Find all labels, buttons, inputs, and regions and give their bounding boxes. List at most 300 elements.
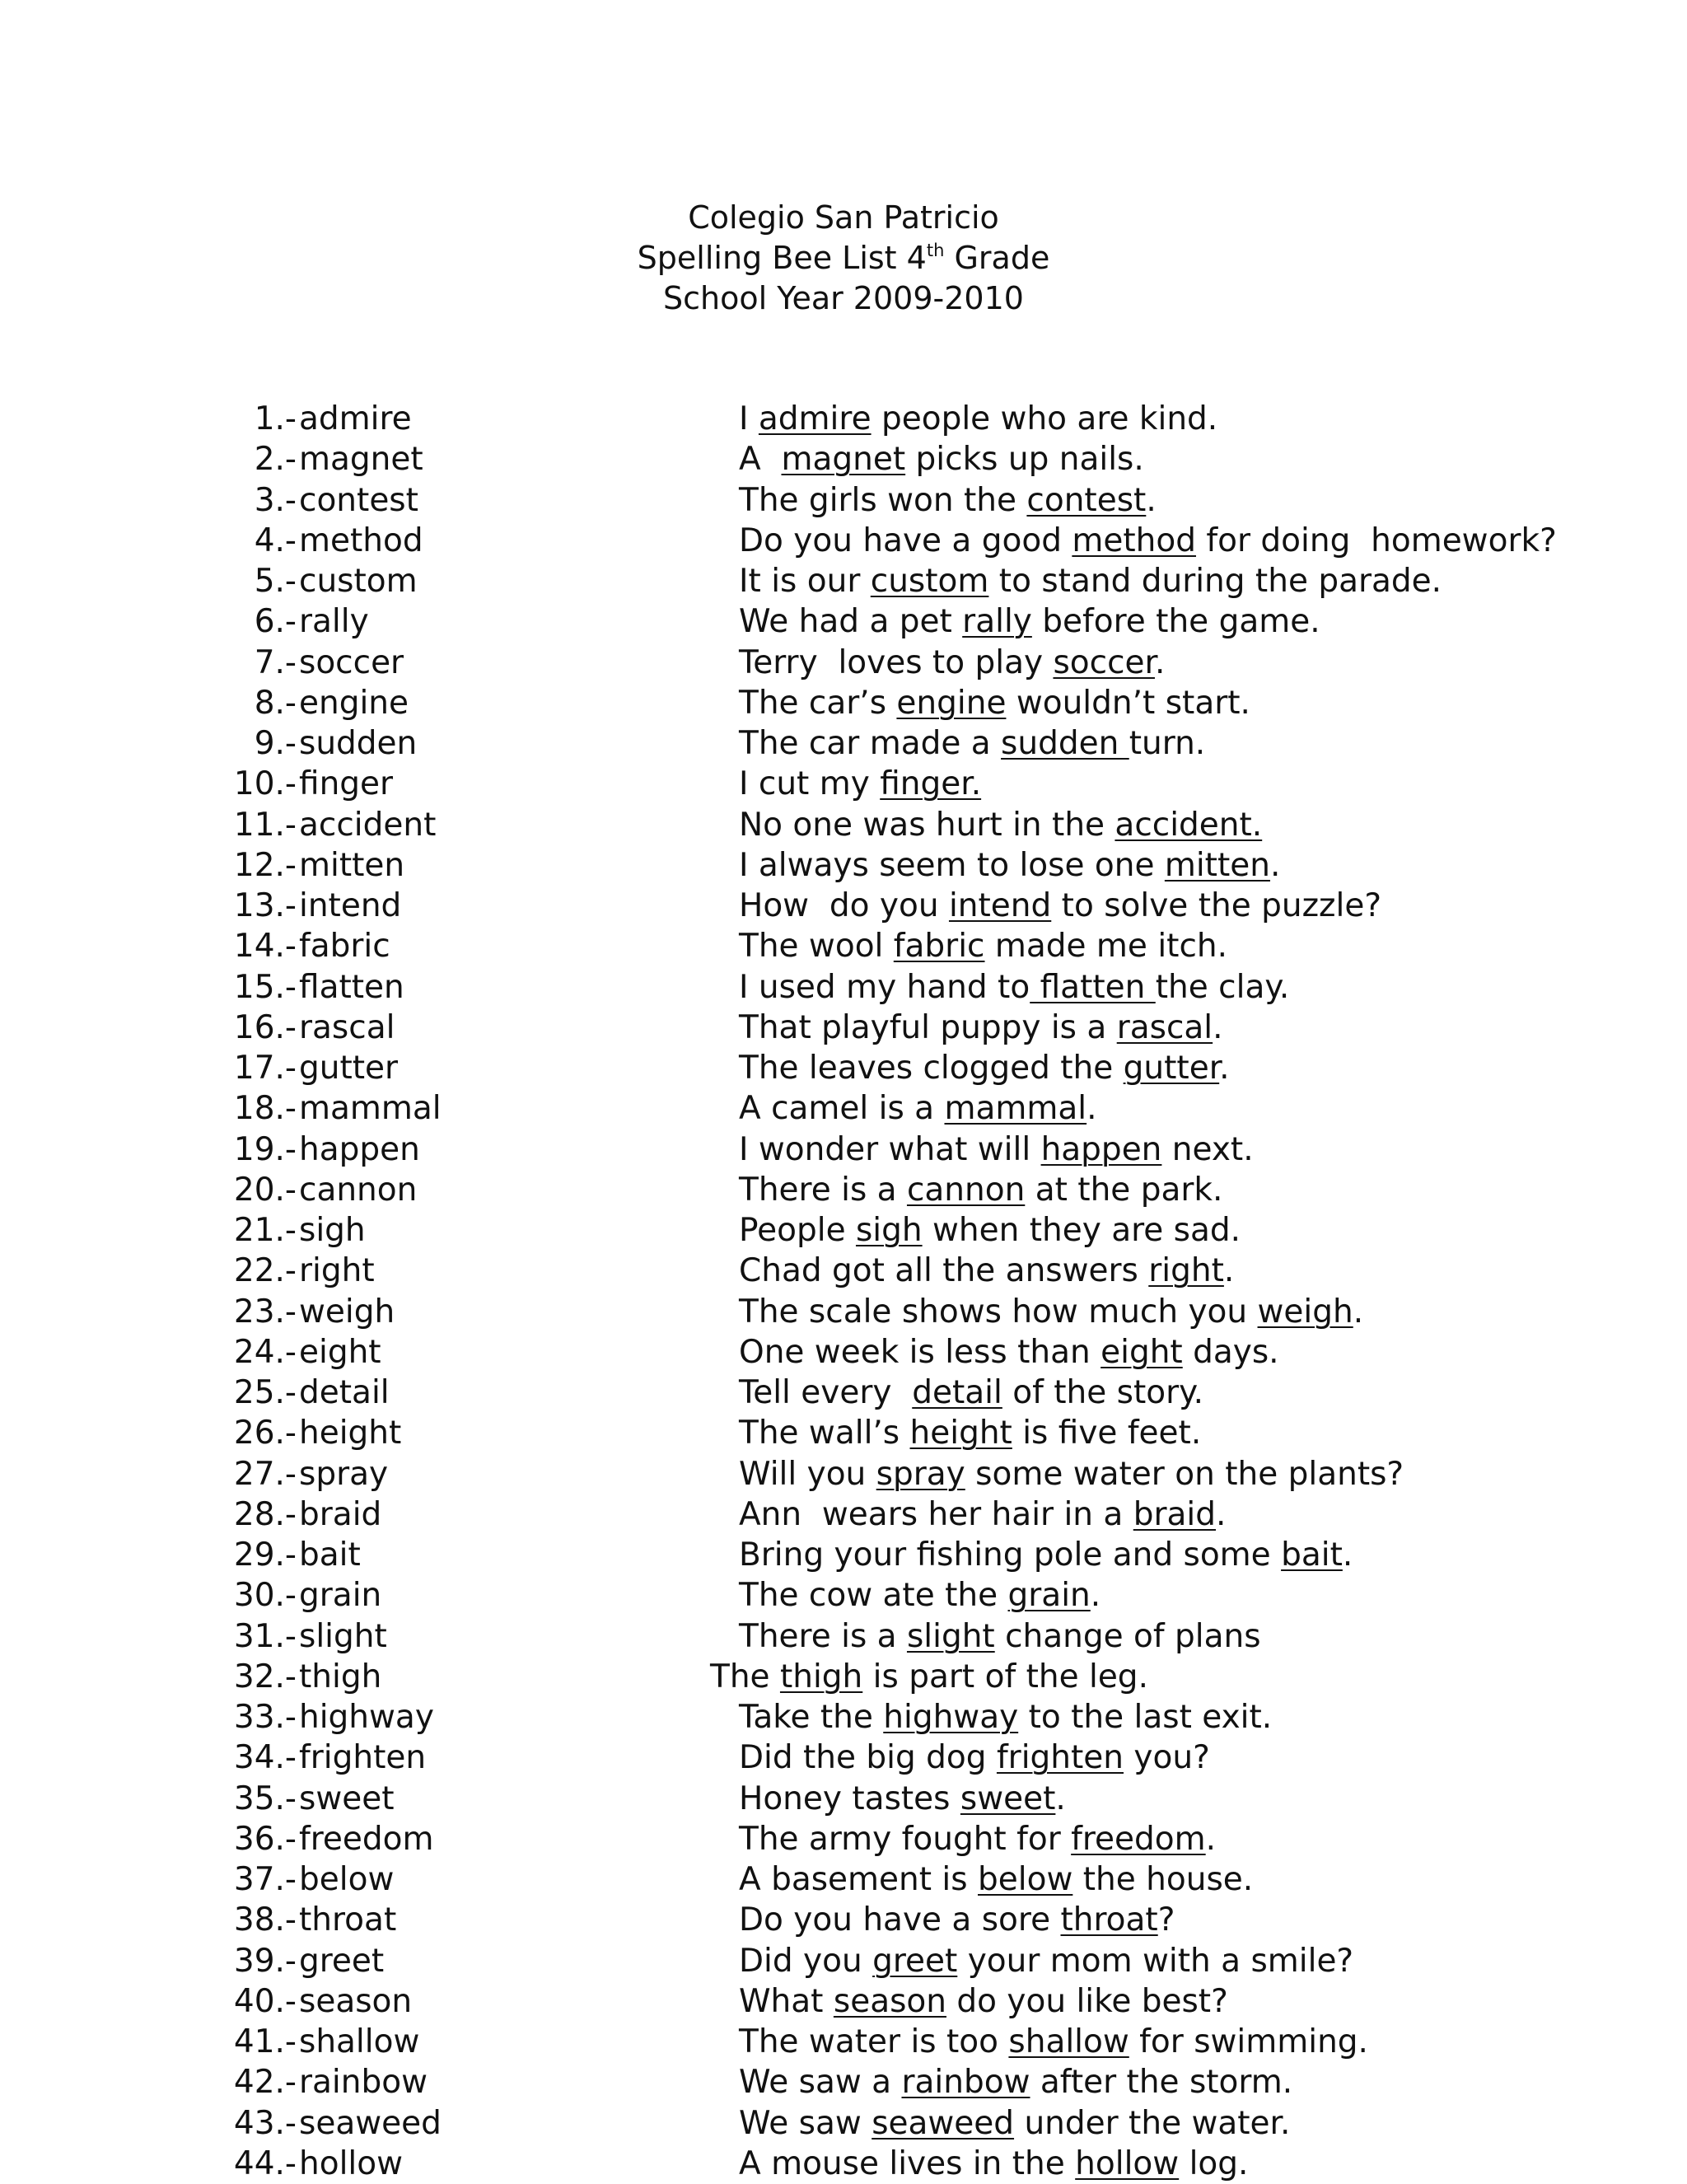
item-number: 44.- <box>233 2144 297 2182</box>
item-number: 7.- <box>254 643 297 681</box>
sentence-after: the house. <box>1072 1861 1254 1898</box>
list-item <box>0 1819 1687 1859</box>
sentence-before: I <box>739 400 759 437</box>
sentence-before: The cow ate the <box>739 1577 1008 1615</box>
item-number: 13.- <box>233 887 297 924</box>
example-sentence <box>739 1819 1216 1859</box>
sentence-after: of the story. <box>1002 1374 1204 1411</box>
underlined-word: admire <box>758 400 872 437</box>
spelling-word: throat <box>299 1901 397 1939</box>
sentence-after: . <box>1055 1779 1066 1817</box>
sentence-before: How do you <box>739 887 949 924</box>
sentence-after: made me itch. <box>984 928 1227 966</box>
item-number: 33.- <box>233 1699 297 1736</box>
list-item <box>0 764 1687 804</box>
list-item <box>0 1697 1687 1737</box>
list-title-grade: Grade <box>944 240 1050 276</box>
example-sentence <box>739 805 1262 845</box>
example-sentence <box>739 1494 1226 1535</box>
example-sentence <box>739 1008 1223 1048</box>
spelling-word: magnet <box>299 441 423 479</box>
sentence-after: . <box>1219 1050 1230 1087</box>
sentence-after: do you like best? <box>946 1982 1228 2020</box>
list-item <box>0 1900 1687 1940</box>
sentence-after: picks up nails. <box>905 441 1144 479</box>
example-sentence <box>739 1697 1272 1737</box>
spelling-word: slight <box>299 1617 387 1655</box>
list-item <box>0 1535 1687 1575</box>
underlined-word: weigh <box>1257 1293 1353 1331</box>
sentence-after: . <box>1223 1252 1235 1290</box>
example-sentence <box>739 1413 1201 1453</box>
item-number: 42.- <box>233 2064 297 2102</box>
spelling-word: soccer <box>299 643 404 681</box>
underlined-word: rainbow <box>901 2064 1030 2102</box>
underlined-word: sigh <box>855 1212 923 1249</box>
sentence-before: People <box>739 1212 856 1249</box>
item-number: 27.- <box>233 1455 297 1493</box>
sentence-after: turn. <box>1129 725 1206 762</box>
underlined-word: accident. <box>1115 806 1263 844</box>
item-number: 8.- <box>254 684 297 722</box>
spelling-word: detail <box>299 1374 390 1411</box>
example-sentence <box>739 521 1557 561</box>
example-sentence <box>739 2144 1248 2184</box>
spelling-word: frighten <box>299 1739 427 1777</box>
underlined-word: soccer <box>1053 643 1155 681</box>
item-number: 6.- <box>254 603 297 641</box>
sentence-before: A <box>739 441 782 479</box>
underlined-word: engine <box>896 684 1007 722</box>
example-sentence <box>739 926 1227 966</box>
list-item <box>0 967 1687 1008</box>
spelling-word: admire <box>299 400 412 437</box>
example-sentence <box>739 2103 1290 2144</box>
sentence-after: . <box>1090 1577 1101 1615</box>
list-item <box>0 1251 1687 1291</box>
item-number: 26.- <box>233 1415 297 1452</box>
list-item <box>0 1210 1687 1251</box>
list-item <box>0 439 1687 479</box>
underlined-word: spray <box>876 1455 965 1493</box>
sentence-before: Did the big dog <box>739 1739 997 1777</box>
list-item <box>0 601 1687 642</box>
sentence-after: after the storm. <box>1030 2064 1293 2102</box>
underlined-word: grain <box>1007 1577 1091 1615</box>
sentence-after: wouldn’t start. <box>1006 684 1250 722</box>
school-year: School Year 2009-2010 <box>663 280 1024 316</box>
sentence-before: No one was hurt in the <box>739 806 1115 844</box>
sentence-after: some water on the plants? <box>965 1455 1404 1493</box>
item-number: 40.- <box>233 1982 297 2020</box>
spelling-word-list <box>0 399 1687 2184</box>
sentence-after: . <box>1154 643 1166 681</box>
underlined-word: right <box>1148 1252 1224 1290</box>
spelling-word: grain <box>299 1577 382 1615</box>
item-number: 34.- <box>233 1739 297 1777</box>
example-sentence <box>739 845 1280 886</box>
sentence-before: The car made a <box>739 725 1002 762</box>
sentence-before: One week is less than <box>739 1333 1101 1371</box>
sentence-before: Take the <box>739 1699 884 1736</box>
spelling-word: sigh <box>299 1212 366 1249</box>
item-number: 5.- <box>254 563 297 600</box>
sentence-before: We saw a <box>739 2064 902 2102</box>
sentence-before: There is a <box>739 1617 907 1655</box>
item-number: 19.- <box>233 1130 297 1168</box>
sentence-after: change of plans <box>994 1617 1261 1655</box>
example-sentence <box>739 1535 1353 1575</box>
spelling-word: gutter <box>299 1050 399 1087</box>
spelling-word: shallow <box>299 2023 420 2060</box>
spelling-word: thigh <box>299 1658 382 1695</box>
underlined-word: cannon <box>906 1171 1026 1209</box>
spelling-word: custom <box>299 563 418 600</box>
sentence-before: A basement is <box>739 1861 978 1898</box>
sentence-before: A mouse lives in the <box>739 2144 1076 2182</box>
list-item <box>0 2062 1687 2102</box>
item-number: 36.- <box>233 1820 297 1858</box>
item-number: 41.- <box>233 2023 297 2060</box>
sentence-before: The leaves clogged the <box>739 1050 1124 1087</box>
underlined-word: bait <box>1281 1536 1343 1574</box>
example-sentence <box>739 1616 1261 1657</box>
item-number: 4.- <box>254 521 297 559</box>
item-number: 31.- <box>233 1617 297 1655</box>
underlined-word: flatten <box>1030 968 1156 1006</box>
spelling-word: eight <box>299 1333 381 1371</box>
sentence-after: is five feet. <box>1012 1415 1202 1452</box>
item-number: 10.- <box>233 765 297 803</box>
item-number: 25.- <box>233 1374 297 1411</box>
sentence-after: for swimming. <box>1129 2023 1368 2060</box>
list-item <box>0 2103 1687 2144</box>
sentence-before: Honey tastes <box>739 1779 960 1817</box>
list-item <box>0 1657 1687 1697</box>
list-item <box>0 399 1687 439</box>
item-number: 14.- <box>233 928 297 966</box>
school-name: Colegio San Patricio <box>688 199 999 236</box>
item-number: 35.- <box>233 1779 297 1817</box>
sentence-before: Did you <box>739 1942 873 1980</box>
spelling-word: happen <box>299 1130 420 1168</box>
sentence-after: next. <box>1161 1130 1254 1168</box>
spelling-word: accident <box>299 806 437 844</box>
sentence-before: The wool <box>739 928 894 966</box>
sentence-after: . <box>1216 1495 1227 1533</box>
spelling-word: mitten <box>299 846 405 884</box>
list-item <box>0 521 1687 561</box>
sentence-before: Chad got all the answers <box>739 1252 1149 1290</box>
example-sentence <box>739 561 1442 601</box>
list-item <box>0 480 1687 521</box>
sentence-before: I always seem to lose one <box>739 846 1165 884</box>
underlined-word: shallow <box>1008 2023 1129 2060</box>
example-sentence <box>739 1129 1254 1170</box>
spelling-word: highway <box>299 1699 434 1736</box>
list-item <box>0 1373 1687 1413</box>
list-item <box>0 723 1687 764</box>
sentence-after: days. <box>1182 1333 1279 1371</box>
sentence-after: the clay. <box>1155 968 1290 1006</box>
item-number: 30.- <box>233 1577 297 1615</box>
list-item <box>0 643 1687 683</box>
document-header <box>0 198 1687 319</box>
sentence-after: . <box>1353 1293 1364 1331</box>
example-sentence <box>710 1657 1148 1697</box>
example-sentence <box>739 1575 1101 1616</box>
spelling-word: freedom <box>299 1820 434 1858</box>
item-number: 22.- <box>233 1252 297 1290</box>
sentence-after: . <box>1213 1008 1223 1046</box>
underlined-word: detail <box>912 1374 1002 1411</box>
example-sentence <box>739 1454 1404 1494</box>
example-sentence <box>739 480 1157 521</box>
item-number: 17.- <box>233 1050 297 1087</box>
list-item <box>0 683 1687 723</box>
spelling-word: rally <box>299 603 369 641</box>
underlined-word: sweet <box>960 1779 1056 1817</box>
example-sentence <box>739 1900 1175 1940</box>
list-item <box>0 561 1687 601</box>
list-item <box>0 1413 1687 1453</box>
sentence-before: Bring your fishing pole and some <box>739 1536 1282 1574</box>
spelling-word: method <box>299 521 423 559</box>
spelling-word: weigh <box>299 1293 395 1331</box>
sentence-before: We had a pet <box>739 603 963 641</box>
sentence-after: . <box>1269 846 1281 884</box>
item-number: 2.- <box>254 441 297 479</box>
spelling-word: fabric <box>299 928 390 966</box>
spelling-word: greet <box>299 1942 385 1980</box>
sentence-after: you? <box>1124 1739 1210 1777</box>
list-item <box>0 1859 1687 1900</box>
underlined-word: seaweed <box>872 2104 1015 2142</box>
list-item <box>0 1494 1687 1535</box>
list-item <box>0 1941 1687 1981</box>
list-item <box>0 1008 1687 1048</box>
example-sentence <box>739 1292 1363 1332</box>
list-item <box>0 1737 1687 1778</box>
underlined-word: season <box>833 1982 946 2020</box>
list-title-text: Spelling Bee List 4 <box>637 240 927 276</box>
example-sentence <box>739 764 981 804</box>
sentence-before: I cut my <box>739 765 881 803</box>
sentence-after: ? <box>1157 1901 1175 1939</box>
sentence-after: to stand during the parade. <box>988 563 1442 600</box>
underlined-word: frighten <box>996 1739 1124 1777</box>
item-number: 43.- <box>233 2104 297 2142</box>
sentence-before: Do you have a sore <box>739 1901 1061 1939</box>
sentence-before: The wall’s <box>739 1415 910 1452</box>
sentence-before: The water is too <box>739 2023 1009 2060</box>
example-sentence <box>739 886 1381 926</box>
list-item <box>0 2022 1687 2062</box>
list-item <box>0 1454 1687 1494</box>
item-number: 23.- <box>233 1293 297 1331</box>
example-sentence <box>739 439 1144 479</box>
underlined-word: thigh <box>779 1658 863 1695</box>
sentence-after: . <box>1342 1536 1353 1574</box>
list-item <box>0 1088 1687 1129</box>
item-number: 3.- <box>254 481 297 519</box>
example-sentence <box>739 683 1250 723</box>
underlined-word: mitten <box>1164 846 1270 884</box>
spelling-word: intend <box>299 887 402 924</box>
sentence-before: Tell every <box>739 1374 913 1411</box>
underlined-word: custom <box>870 563 989 600</box>
list-item <box>0 886 1687 926</box>
spelling-word: rascal <box>299 1008 395 1046</box>
list-item <box>0 1981 1687 2022</box>
item-number: 1.- <box>254 400 297 437</box>
sentence-before: Do you have a good <box>739 521 1072 559</box>
list-item <box>0 1048 1687 1088</box>
example-sentence <box>739 1941 1353 1981</box>
example-sentence <box>739 1859 1253 1900</box>
list-item <box>0 1170 1687 1210</box>
sentence-before: The army fought for <box>739 1820 1072 1858</box>
sentence-after: your mom with a smile? <box>957 1942 1354 1980</box>
item-number: 28.- <box>233 1495 297 1533</box>
sentence-after: . <box>1087 1090 1097 1128</box>
spelling-word: rainbow <box>299 2064 428 2102</box>
item-number: 20.- <box>233 1171 297 1209</box>
item-number: 37.- <box>233 1861 297 1898</box>
example-sentence <box>739 1737 1210 1778</box>
example-sentence <box>739 1210 1241 1251</box>
sentence-before: There is a <box>739 1171 907 1209</box>
underlined-word: magnet <box>781 441 906 479</box>
list-item <box>0 1292 1687 1332</box>
spelling-word: finger <box>299 765 394 803</box>
example-sentence <box>739 399 1217 439</box>
list-item <box>0 805 1687 845</box>
list-item <box>0 1332 1687 1373</box>
example-sentence <box>739 2022 1368 2062</box>
sentence-after: at the park. <box>1025 1171 1223 1209</box>
underlined-word: height <box>909 1415 1012 1452</box>
list-item <box>0 926 1687 966</box>
example-sentence <box>739 2062 1292 2102</box>
sentence-after: to the last exit. <box>1018 1699 1273 1736</box>
item-number: 39.- <box>233 1942 297 1980</box>
example-sentence <box>739 1332 1279 1373</box>
list-title-superscript: th <box>926 241 945 260</box>
sentence-after: . <box>1205 1820 1217 1858</box>
sentence-before: The girls won the <box>739 481 1027 519</box>
item-number: 21.- <box>233 1212 297 1249</box>
underlined-word: sudden <box>1001 725 1129 762</box>
list-title <box>0 238 1687 278</box>
sentence-after: people who are kind. <box>871 400 1218 437</box>
sentence-after: under the water. <box>1014 2104 1291 2142</box>
sentence-after: to solve the puzzle? <box>1051 887 1382 924</box>
item-number: 24.- <box>233 1333 297 1371</box>
sentence-before: Will you <box>739 1455 876 1493</box>
underlined-word: mammal <box>944 1090 1087 1128</box>
sentence-before: What <box>739 1982 834 2020</box>
example-sentence <box>739 1048 1230 1088</box>
example-sentence <box>739 1251 1234 1291</box>
example-sentence <box>739 1373 1203 1413</box>
sentence-before: That playful puppy is a <box>739 1008 1117 1046</box>
sentence-after: before the game. <box>1031 603 1320 641</box>
underlined-word: throat <box>1060 1901 1158 1939</box>
example-sentence <box>739 967 1289 1008</box>
item-number: 11.- <box>233 806 297 844</box>
underlined-word: intend <box>948 887 1052 924</box>
underlined-word: eight <box>1101 1333 1183 1371</box>
sentence-after: log. <box>1179 2144 1249 2182</box>
item-number: 32.- <box>233 1658 297 1695</box>
underlined-word: freedom <box>1071 1820 1206 1858</box>
spelling-word: spray <box>299 1455 389 1493</box>
item-number: 15.- <box>233 968 297 1006</box>
spelling-word: mammal <box>299 1090 442 1128</box>
example-sentence <box>739 723 1205 764</box>
sentence-after: for doing homework? <box>1195 521 1557 559</box>
sentence-before: Ann wears her hair in a <box>739 1495 1133 1533</box>
spelling-word: below <box>299 1861 395 1898</box>
sentence-before: The scale shows how much you <box>739 1293 1258 1331</box>
list-item <box>0 1129 1687 1170</box>
item-number: 38.- <box>233 1901 297 1939</box>
spelling-word: seaweed <box>299 2104 442 2142</box>
sentence-before: The car’s <box>739 684 897 722</box>
item-number: 9.- <box>254 725 297 762</box>
sentence-before: Terry loves to play <box>739 643 1054 681</box>
item-number: 18.- <box>233 1090 297 1128</box>
sentence-before: I wonder what will <box>739 1130 1041 1168</box>
underlined-word: hollow <box>1075 2144 1180 2182</box>
list-item <box>0 2144 1687 2184</box>
example-sentence <box>739 643 1165 683</box>
item-number: 16.- <box>233 1008 297 1046</box>
example-sentence <box>739 1981 1228 2022</box>
list-item <box>0 845 1687 886</box>
underlined-word: gutter <box>1123 1050 1220 1087</box>
sentence-before: It is our <box>739 563 871 600</box>
spelling-word: sudden <box>299 725 418 762</box>
sentence-after: is part of the leg. <box>862 1658 1148 1695</box>
spelling-word: sweet <box>299 1779 395 1817</box>
spelling-word: season <box>299 1982 413 2020</box>
list-item <box>0 1779 1687 1819</box>
example-sentence <box>739 1170 1222 1210</box>
underlined-word: below <box>978 1861 1073 1898</box>
example-sentence <box>739 1088 1097 1129</box>
sentence-after: when they are sad. <box>922 1212 1241 1249</box>
underlined-word: highway <box>883 1699 1019 1736</box>
list-item <box>0 1616 1687 1657</box>
sentence-after: . <box>1146 481 1157 519</box>
spelling-word: braid <box>299 1495 382 1533</box>
underlined-word: happen <box>1040 1130 1162 1168</box>
underlined-word: braid <box>1133 1495 1217 1533</box>
underlined-word: greet <box>872 1942 958 1980</box>
underlined-word: fabric <box>893 928 985 966</box>
item-number: 12.- <box>233 846 297 884</box>
underlined-word: slight <box>906 1617 995 1655</box>
underlined-word: method <box>1072 521 1196 559</box>
underlined-word: contest <box>1026 481 1147 519</box>
spelling-word: engine <box>299 684 409 722</box>
sentence-before: The <box>710 1658 780 1695</box>
list-item <box>0 1575 1687 1616</box>
spelling-word: cannon <box>299 1171 418 1209</box>
sentence-before: We saw <box>739 2104 872 2142</box>
